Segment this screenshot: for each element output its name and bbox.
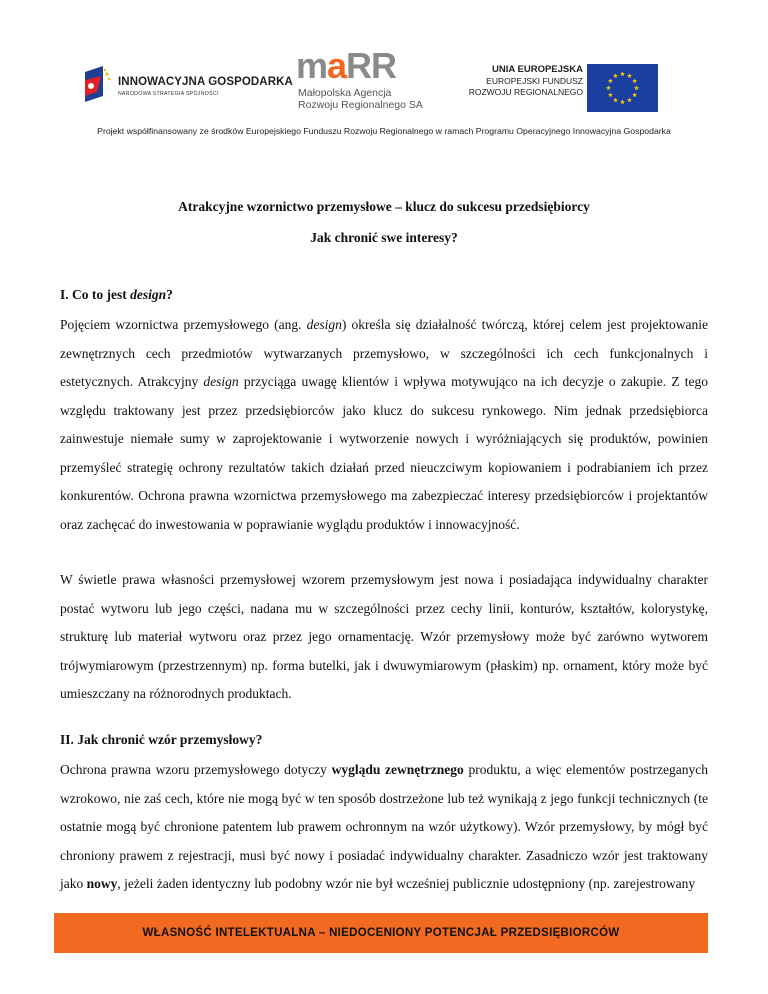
- logo-bar: [0, 44, 768, 124]
- text-run: , jeżeli żaden identyczny lub podobny wzór nie był wcześniej publicznie udostępniony (np. zarejestrowany: [117, 876, 696, 891]
- text-run: ) określa się działalność twórczą, której celem jest projektowanie zewnętrznych cech przedmiotów wytwarzanych przemysłowo, w szczególności ich cech funkcjonalnych i estetycznych. Atrakcyjny: [60, 317, 709, 389]
- bold-term: nowy: [86, 876, 118, 891]
- text-run: Ochrona prawna wzoru przemysłowego dotyczy: [60, 762, 332, 777]
- eu-line1: UNIA EUROPEJSKA: [492, 64, 583, 75]
- heading-punct: ?: [166, 287, 173, 302]
- text-run: Pojęciem wzornictwa przemysłowego (ang.: [60, 317, 307, 332]
- paragraph-legal-definition: W świetle prawa własności przemysłowej wzorem przemysłowym jest nowa i posiadająca indywidualny charakter postać wytworu lub jego części, nadana mu w szczególności przez cechy linii, konturów, kształtów, kolorystykę, strukturę lub materiał wytworu oraz przez jego ornamentację. Wzór przemysłowy może być zarówno wytworem trójwymiarowym (przestrzennym) np. forma butelki, jak i dwuwymiarowym (płaskim) np. ornament, który może być umieszczany na różnorodnych produktach.: [60, 572, 708, 701]
- bold-term: wyglądu zewnętrznego: [331, 762, 464, 777]
- marr-subtitle: [298, 87, 423, 111]
- innowacyjna-flag-icon: [85, 66, 113, 102]
- document-subtitle: Jak chronić swe interesy?: [310, 230, 458, 245]
- footer-banner: [54, 913, 708, 953]
- heading-italic-term: design: [130, 287, 167, 302]
- marr-logo: [294, 45, 454, 120]
- paragraph-protection: [60, 756, 708, 899]
- heading-text: I. Co to jest: [60, 287, 131, 302]
- footer-text: WŁASNOŚĆ INTELEKTUALNA – NIEDOCENIONY POTENCJAŁ PRZEDSIĘBIORCÓW: [142, 927, 620, 939]
- eu-logo: [455, 64, 660, 114]
- section-heading-1: [60, 287, 173, 303]
- marr-letter-a: a: [327, 45, 347, 86]
- marr-subtitle-line1: Małopolska Agencja: [298, 87, 392, 99]
- eu-text: [455, 64, 583, 98]
- innowacyjna-title: INNOWACYJNA GOSPODARKA: [118, 76, 293, 88]
- eu-flag-icon: [587, 64, 658, 112]
- project-funding-note: Projekt współfinansowany ze środków Europejskiego Funduszu Rozwoju Regionalnego w ramach Programu Operacyjnego Innowacyjna Gospodarka: [97, 126, 671, 136]
- innowacyjna-gospodarka-logo: [85, 66, 293, 106]
- marr-subtitle-line2: Rozwoju Regionalnego SA: [298, 99, 423, 111]
- marr-letter-m: m: [296, 45, 328, 86]
- text-run: przyciąga uwagę klientów i wpływa motywująco na ich decyzje o zakupie. Z tego względu traktowany jest przez przedsiębiorców jako klucz do sukcesu rynkowego. Nim jednak przedsiębiorca zainwestuje niemałe sumy w zaprojektowanie i wytworzenie nowych i wyróżniających się produktów, powinien przemyśleć strategię ochrony rezultatów takich działań przed nieuczciwym kopiowaniem i podrabianiem ich przez konkurentów. Ochrona prawna wzornictwa przemysłowego ma zabezpieczać interesy przedsiębiorców i projektantów oraz zachęcać do inwestowania w poprawianie wyglądu produktów i innowacyjność.: [60, 374, 708, 532]
- text-run: produktu, a więc elementów postrzeganych wzrokowo, nie zaś cech, które nie mogą być w ten sposób dostrzeżone lub też wynikają z jego funkcji technicznych (te ostatnie mogą być chronione patentem lub prawem ochronnym na wzór użytkowy). Wzór przemysłowy, by mógł być chroniony prawem z rejestracji, musi być nowy i posiadać indywidualny charakter. Zasadniczo wzór jest traktowany jako: [60, 762, 708, 891]
- innowacyjna-subtitle: NARODOWA STRATEGIA SPÓJNOŚCI: [118, 91, 219, 97]
- italic-term: design: [306, 317, 342, 332]
- document-title: Atrakcyjne wzornictwo przemysłowe – klucz do sukcesu przedsiębiorcy: [178, 199, 590, 214]
- italic-term: design: [203, 374, 239, 389]
- marr-wordmark: [296, 44, 396, 88]
- eu-line2: EUROPEJSKI FUNDUSZ: [486, 76, 583, 86]
- section-heading-2: II. Jak chronić wzór przemysłowy?: [60, 732, 263, 747]
- eu-line3: ROZWOJU REGIONALNEGO: [468, 87, 583, 97]
- marr-letters-rr: RR: [346, 45, 397, 86]
- paragraph-design-definition: [60, 311, 708, 539]
